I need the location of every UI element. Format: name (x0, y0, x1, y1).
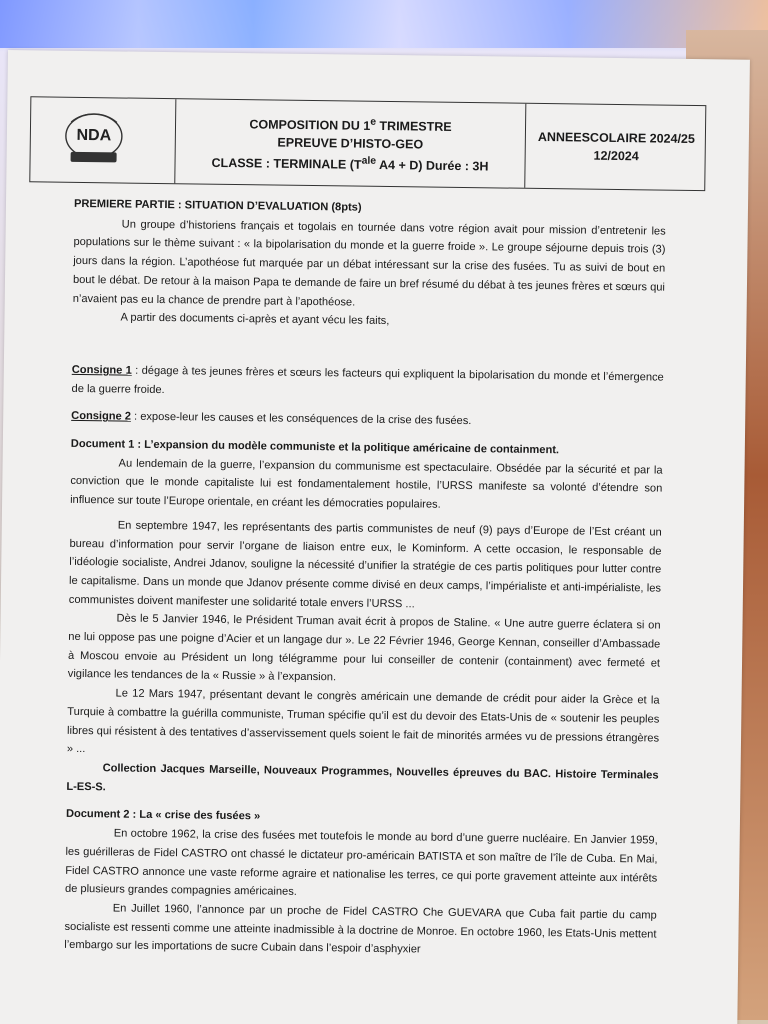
subject-title: EPREUVE D’HISTO-GEO (277, 135, 424, 152)
consigne-1-label: Consigne 1 (71, 363, 132, 377)
document-1-title: Document 1 : L’expansion du modèle communiste et la politique américaine de containment. (70, 437, 560, 457)
consigne-1-text: : dégage à tes jeunes frères et sœurs les facteurs qui expliquent la bipolarisation du monde et l’émergence de la guerre froide. (71, 364, 664, 396)
class-superscript: ale (361, 155, 377, 167)
document-1-paragraph-1: Au lendemain de la guerre, l’expansion du communisme est spectaculaire. Obsédée par la sécurité et par la conviction que le monde capitaliste lui est fondamentalement hostile, l’URSS manifeste sa volonté d’étendre son influence sur toute l’Europe orientale, en créant les démocraties populaires. (70, 457, 663, 511)
composition-title-superscript: e (370, 116, 377, 128)
intro-paragraph-1: Un groupe d’historiens français et togolais en tournée dans votre région avait pour mission d’entretenir les populations sur le thème suivant : « la bipolarisation du monde et la guerre froide ». Le groupe séjourne depuis trois (3) jours dans la région. L’apothéose fut marquée par un débat intéressant sur la crise des fusées. Tu as suivi de bout en bout le débat. De retour à la maison Papa te demande de faire un bref résumé du débat à tes jeunes frères et sœurs qui n’avaient pas eu la chance de prendre part à l’apothéose. (72, 218, 666, 309)
top-color-background (0, 0, 768, 48)
document-1-paragraph-4: Le 12 Mars 1947, présentant devant le congrès américain une demande de crédit pour aider la Grèce et la Turquie à combattre la guérilla communiste, Truman spécifie qu’il est du devoir des Etats-Unis de « soutenir les peuples libres qui résistent à des tentatives d’asservissement quels soient le fait de minorités armées vu de pressions étrangères » ... (66, 687, 660, 756)
intro-paragraph-2: A partir des documents ci-après et ayant vécu les faits, (120, 311, 390, 328)
section-title: PREMIERE PARTIE : SITUATION D’EVALUATION (8pts) (73, 197, 362, 214)
class-duration-line (211, 151, 488, 176)
document-2-paragraph-2: En Juillet 1960, l’annonce par un proche de Fidel CASTRO Che GUEVARA que Cuba fait partie du camp socialiste est ressenti comme une atteinte inadmissible à la doctrine de Monroe. En octobre 1960, les Etats-Unis mettent l’embargo sur les importations de sucre Cubain dans l’espoir d’asphyxier (64, 902, 657, 956)
exam-page (0, 50, 750, 1024)
exam-title-cell (175, 99, 526, 188)
document-1-paragraph-3: Dès le 5 Janvier 1946, le Président Truman avait écrit à propos de Staline. « Une autre guerre éclatera si on ne lui oppose pas une poigne d’Acier et un langage dur ». Le 22 Février 1946, George Kennan, conseiller d’Ambassade à Moscou envoie au Président un long télégramme pour lui conseiller de contenir (containment) avec fermeté et vigilance les tendances de la « Russie » à l’expansion. (67, 612, 661, 684)
school-logo-cell (30, 97, 176, 183)
document-1-paragraph-2: En septembre 1947, les représentants des partis communistes de neuf (9) pays d’Europe de l’Est créant un bureau d’information pour servir l’organe de liaison entre eux, le Kominform. A cette occasion, le responsable de l’idéologie socialiste, Andrei Jdanov, souligne la nécessité d’unifier la stratégie de ces partis politiques pour lutter contre le capitalisme. Dans un monde que Jdanov présente comme divisé en deux camps, l’impérialiste et anti-impérialiste, les communistes doivent manifester une solidarité totale envers l’URSS ... (68, 519, 662, 611)
logo-text: NDA (76, 126, 112, 145)
school-year-cell (525, 104, 707, 190)
consigne-2-label: Consigne 2 (71, 410, 132, 423)
exam-date-label: 12/2024 (593, 148, 639, 164)
composition-title-suffix: TRIMESTRE (375, 118, 452, 134)
document-2-paragraph-1: En octobre 1962, la crise des fusées met toutefois le monde au bord d’une guerre nucléaire. En Janvier 1959, les guérilleras de Fidel CASTRO ont chassé le dictateur pro-américain BATISTA et son maître de l’île de Cuba. En Mai, Fidel CASTRO annonce une vaste reforme agraire et nationalise les terres, ce qui porte gravement atteinte aux intérêts de plusieurs grandes compagnies américaines. (64, 827, 658, 899)
composition-title-prefix: COMPOSITION DU 1 (249, 117, 371, 133)
consigne-1 (71, 361, 663, 406)
class-suffix: A4 + D) Durée : 3H (375, 157, 489, 174)
class-prefix: CLASSE : TERMINALE (T (211, 155, 362, 172)
school-logo (58, 109, 129, 168)
exam-content (64, 195, 666, 963)
document-2-title: Document 2 : La « crise des fusées » (65, 808, 261, 823)
composition-title (249, 112, 452, 136)
school-year-label: ANNEESCOLAIRE 2024/25 (537, 129, 695, 146)
consigne-2-text: : expose-leur les causes et les conséquences de la crise des fusées. (130, 410, 472, 428)
document-1-source: Collection Jacques Marseille, Nouveaux Programmes, Nouvelles épreuves du BAC. Histoire Terminales L-ES-S. (66, 762, 659, 794)
exam-header-table (29, 96, 706, 191)
